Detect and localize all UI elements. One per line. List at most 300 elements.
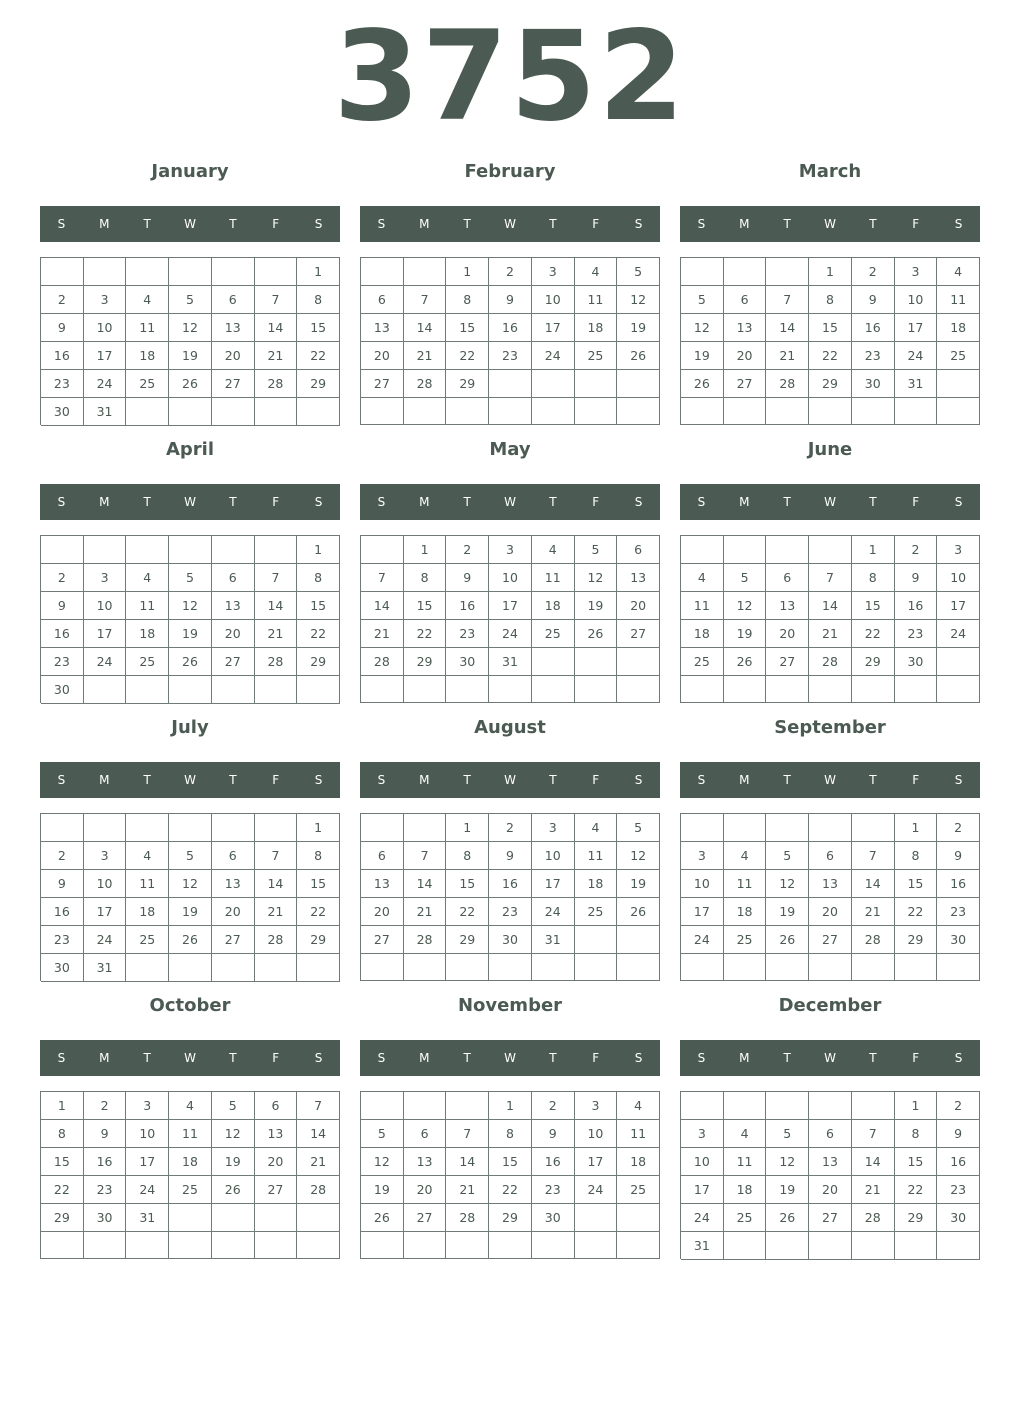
day-grid xyxy=(680,535,980,703)
day-cell: 6 xyxy=(212,842,255,870)
day-cell: 15 xyxy=(41,1148,84,1176)
day-cell: 2 xyxy=(41,564,84,592)
day-cell: 10 xyxy=(126,1120,169,1148)
day-cell: 17 xyxy=(681,1176,724,1204)
month-title: October xyxy=(149,995,231,1016)
empty-day-cell xyxy=(297,398,340,426)
day-cell: 20 xyxy=(809,898,852,926)
day-cell: 9 xyxy=(895,564,938,592)
day-cell: 18 xyxy=(126,620,169,648)
day-cell: 9 xyxy=(41,592,84,620)
day-cell: 23 xyxy=(489,898,532,926)
day-cell: 13 xyxy=(617,564,660,592)
day-cell: 21 xyxy=(255,342,298,370)
day-cell: 25 xyxy=(617,1176,660,1204)
day-cell: 13 xyxy=(809,870,852,898)
empty-day-cell xyxy=(255,1232,298,1259)
weekday-label: F xyxy=(592,495,600,509)
day-cell: 10 xyxy=(84,870,127,898)
day-cell: 10 xyxy=(84,314,127,342)
day-cell: 27 xyxy=(809,926,852,954)
weekday-label: T xyxy=(229,217,237,231)
day-cell: 28 xyxy=(809,648,852,676)
empty-day-cell xyxy=(681,1092,724,1120)
weekday-label: W xyxy=(824,495,836,509)
day-cell: 1 xyxy=(895,1092,938,1120)
day-cell: 24 xyxy=(532,342,575,370)
weekday-label: T xyxy=(463,773,471,787)
day-cell: 12 xyxy=(681,314,724,342)
day-cell: 30 xyxy=(852,370,895,398)
empty-day-cell xyxy=(575,676,618,703)
weekday-label: M xyxy=(419,217,430,231)
day-cell: 3 xyxy=(681,842,724,870)
day-cell: 22 xyxy=(404,620,447,648)
empty-day-cell xyxy=(169,676,212,704)
day-cell: 18 xyxy=(617,1148,660,1176)
empty-day-cell xyxy=(404,676,447,703)
day-cell: 26 xyxy=(212,1176,255,1204)
day-cell: 29 xyxy=(895,1204,938,1232)
weekday-label: S xyxy=(57,495,66,509)
day-cell: 25 xyxy=(575,342,618,370)
day-cell: 17 xyxy=(532,314,575,342)
weekday-label: M xyxy=(99,1051,110,1065)
month-title: November xyxy=(457,995,563,1016)
day-cell: 13 xyxy=(212,870,255,898)
day-cell: 25 xyxy=(681,648,724,676)
weekday-label: S xyxy=(57,773,66,787)
empty-day-cell xyxy=(852,814,895,842)
day-cell: 8 xyxy=(404,564,447,592)
day-cell: 27 xyxy=(212,648,255,676)
day-cell: 25 xyxy=(724,1204,767,1232)
empty-day-cell xyxy=(212,1204,255,1232)
day-cell: 5 xyxy=(766,842,809,870)
empty-day-cell xyxy=(404,258,447,286)
empty-day-cell xyxy=(766,1092,809,1120)
day-cell: 25 xyxy=(575,898,618,926)
day-cell: 4 xyxy=(126,842,169,870)
day-cell: 16 xyxy=(84,1148,127,1176)
empty-day-cell xyxy=(809,1092,852,1120)
weekday-label: S xyxy=(954,773,963,787)
day-cell: 16 xyxy=(489,870,532,898)
weekday-label: F xyxy=(272,495,280,509)
weekday-header xyxy=(40,484,340,520)
day-cell: 17 xyxy=(681,898,724,926)
weekday-label: T xyxy=(869,217,877,231)
empty-day-cell xyxy=(575,648,618,676)
day-cell: 30 xyxy=(937,926,980,954)
day-cell: 23 xyxy=(41,648,84,676)
day-cell: 5 xyxy=(766,1120,809,1148)
day-cell: 9 xyxy=(84,1120,127,1148)
weekday-label: F xyxy=(912,217,920,231)
empty-day-cell xyxy=(809,676,852,703)
day-cell: 3 xyxy=(937,536,980,564)
day-cell: 8 xyxy=(446,842,489,870)
day-cell: 27 xyxy=(404,1204,447,1232)
day-cell: 23 xyxy=(532,1176,575,1204)
day-cell: 28 xyxy=(361,648,404,676)
day-cell: 9 xyxy=(532,1120,575,1148)
empty-day-cell xyxy=(361,398,404,425)
day-cell: 12 xyxy=(169,592,212,620)
day-cell: 28 xyxy=(852,926,895,954)
day-cell: 15 xyxy=(852,592,895,620)
empty-day-cell xyxy=(575,370,618,398)
weekday-label: M xyxy=(99,495,110,509)
day-cell: 15 xyxy=(297,314,340,342)
day-cell: 9 xyxy=(41,870,84,898)
day-cell: 16 xyxy=(937,870,980,898)
empty-day-cell xyxy=(766,814,809,842)
day-cell: 24 xyxy=(895,342,938,370)
day-cell: 8 xyxy=(852,564,895,592)
day-grid xyxy=(40,813,340,981)
day-cell: 11 xyxy=(126,314,169,342)
weekday-label: S xyxy=(954,1051,963,1065)
empty-day-cell xyxy=(532,648,575,676)
day-cell: 1 xyxy=(297,258,340,286)
day-cell: 4 xyxy=(724,1120,767,1148)
day-cell: 31 xyxy=(84,954,127,982)
empty-day-cell xyxy=(895,676,938,703)
day-cell: 22 xyxy=(297,898,340,926)
day-cell: 15 xyxy=(446,870,489,898)
day-cell: 21 xyxy=(255,620,298,648)
day-cell: 20 xyxy=(724,342,767,370)
day-cell: 3 xyxy=(532,814,575,842)
day-cell: 8 xyxy=(895,1120,938,1148)
day-cell: 28 xyxy=(852,1204,895,1232)
day-cell: 7 xyxy=(297,1092,340,1120)
day-cell: 20 xyxy=(766,620,809,648)
empty-day-cell xyxy=(404,1092,447,1120)
day-cell: 5 xyxy=(169,842,212,870)
day-cell: 21 xyxy=(852,1176,895,1204)
day-cell: 5 xyxy=(681,286,724,314)
day-cell: 26 xyxy=(169,926,212,954)
day-cell: 27 xyxy=(361,370,404,398)
day-cell: 17 xyxy=(489,592,532,620)
day-cell: 7 xyxy=(852,1120,895,1148)
day-cell: 2 xyxy=(895,536,938,564)
day-cell: 30 xyxy=(41,398,84,426)
day-cell: 5 xyxy=(212,1092,255,1120)
day-cell: 11 xyxy=(724,870,767,898)
weekday-header xyxy=(360,206,660,242)
day-cell: 2 xyxy=(937,814,980,842)
day-cell: 6 xyxy=(809,842,852,870)
day-cell: 22 xyxy=(852,620,895,648)
day-cell: 8 xyxy=(489,1120,532,1148)
day-cell: 2 xyxy=(937,1092,980,1120)
empty-day-cell xyxy=(212,398,255,426)
empty-day-cell xyxy=(681,258,724,286)
day-cell: 7 xyxy=(766,286,809,314)
empty-day-cell xyxy=(681,954,724,981)
empty-day-cell xyxy=(404,814,447,842)
weekday-label: T xyxy=(783,217,791,231)
weekday-label: T xyxy=(229,1051,237,1065)
day-cell: 4 xyxy=(681,564,724,592)
empty-day-cell xyxy=(852,398,895,425)
day-cell: 29 xyxy=(41,1204,84,1232)
day-cell: 22 xyxy=(297,620,340,648)
weekday-label: W xyxy=(504,217,516,231)
day-cell: 27 xyxy=(766,648,809,676)
weekday-label: S xyxy=(634,1051,643,1065)
empty-day-cell xyxy=(809,814,852,842)
month-title: March xyxy=(798,161,862,182)
empty-day-cell xyxy=(126,676,169,704)
empty-day-cell xyxy=(575,1232,618,1259)
empty-day-cell xyxy=(617,1232,660,1259)
day-cell: 26 xyxy=(575,620,618,648)
day-cell: 23 xyxy=(41,370,84,398)
month-title: January xyxy=(151,161,229,182)
day-cell: 18 xyxy=(724,898,767,926)
empty-day-cell xyxy=(212,676,255,704)
day-cell: 6 xyxy=(212,564,255,592)
day-cell: 24 xyxy=(937,620,980,648)
weekday-label: T xyxy=(143,773,151,787)
weekday-label: S xyxy=(57,217,66,231)
day-grid xyxy=(360,813,660,981)
weekday-label: T xyxy=(549,217,557,231)
day-cell: 2 xyxy=(446,536,489,564)
day-cell: 25 xyxy=(724,926,767,954)
weekday-header xyxy=(360,1040,660,1076)
day-cell: 10 xyxy=(84,592,127,620)
empty-day-cell xyxy=(532,1232,575,1259)
day-cell: 4 xyxy=(937,258,980,286)
weekday-label: S xyxy=(697,495,706,509)
empty-day-cell xyxy=(404,398,447,425)
day-cell: 11 xyxy=(575,286,618,314)
day-cell: 17 xyxy=(532,870,575,898)
day-cell: 29 xyxy=(809,370,852,398)
weekday-header xyxy=(40,1040,340,1076)
day-cell: 1 xyxy=(446,814,489,842)
day-cell: 13 xyxy=(766,592,809,620)
day-cell: 1 xyxy=(404,536,447,564)
day-cell: 23 xyxy=(84,1176,127,1204)
empty-day-cell xyxy=(41,536,84,564)
day-cell: 19 xyxy=(575,592,618,620)
day-cell: 20 xyxy=(212,898,255,926)
day-cell: 1 xyxy=(895,814,938,842)
empty-day-cell xyxy=(575,398,618,425)
day-cell: 20 xyxy=(361,898,404,926)
day-cell: 11 xyxy=(532,564,575,592)
weekday-label: S xyxy=(377,495,386,509)
empty-day-cell xyxy=(724,398,767,425)
empty-day-cell xyxy=(724,1232,767,1260)
day-cell: 1 xyxy=(297,536,340,564)
day-cell: 27 xyxy=(212,370,255,398)
empty-day-cell xyxy=(169,536,212,564)
day-cell: 14 xyxy=(255,870,298,898)
day-cell: 26 xyxy=(681,370,724,398)
day-cell: 3 xyxy=(681,1120,724,1148)
day-cell: 6 xyxy=(617,536,660,564)
empty-day-cell xyxy=(809,954,852,981)
weekday-label: W xyxy=(504,1051,516,1065)
day-cell: 16 xyxy=(532,1148,575,1176)
empty-day-cell xyxy=(766,1232,809,1260)
empty-day-cell xyxy=(404,1232,447,1259)
empty-day-cell xyxy=(212,536,255,564)
day-cell: 15 xyxy=(404,592,447,620)
weekday-header xyxy=(40,762,340,798)
weekday-label: S xyxy=(954,495,963,509)
day-cell: 22 xyxy=(446,342,489,370)
day-cell: 18 xyxy=(575,314,618,342)
day-cell: 11 xyxy=(681,592,724,620)
day-cell: 13 xyxy=(212,592,255,620)
day-cell: 12 xyxy=(766,870,809,898)
day-cell: 19 xyxy=(361,1176,404,1204)
empty-day-cell xyxy=(212,814,255,842)
empty-day-cell xyxy=(895,1232,938,1260)
day-cell: 30 xyxy=(895,648,938,676)
weekday-label: T xyxy=(229,495,237,509)
day-cell: 12 xyxy=(169,314,212,342)
empty-day-cell xyxy=(766,954,809,981)
weekday-label: T xyxy=(783,495,791,509)
month-title: April xyxy=(165,439,215,460)
weekday-label: S xyxy=(314,1051,323,1065)
day-cell: 27 xyxy=(809,1204,852,1232)
weekday-label: T xyxy=(783,1051,791,1065)
weekday-label: W xyxy=(184,1051,196,1065)
empty-day-cell xyxy=(532,954,575,981)
day-cell: 10 xyxy=(895,286,938,314)
day-cell: 21 xyxy=(852,898,895,926)
day-cell: 19 xyxy=(617,870,660,898)
day-cell: 30 xyxy=(489,926,532,954)
empty-day-cell xyxy=(937,648,980,676)
day-cell: 29 xyxy=(446,370,489,398)
day-cell: 27 xyxy=(255,1176,298,1204)
empty-day-cell xyxy=(212,258,255,286)
weekday-header xyxy=(40,206,340,242)
day-cell: 8 xyxy=(809,286,852,314)
empty-day-cell xyxy=(446,1232,489,1259)
day-cell: 14 xyxy=(809,592,852,620)
day-cell: 24 xyxy=(84,370,127,398)
day-cell: 31 xyxy=(895,370,938,398)
month-title: August xyxy=(474,717,546,738)
day-cell: 11 xyxy=(724,1148,767,1176)
day-cell: 24 xyxy=(84,648,127,676)
empty-day-cell xyxy=(361,676,404,703)
day-cell: 26 xyxy=(361,1204,404,1232)
day-cell: 26 xyxy=(766,926,809,954)
day-cell: 11 xyxy=(126,592,169,620)
day-cell: 13 xyxy=(724,314,767,342)
day-cell: 22 xyxy=(446,898,489,926)
weekday-label: F xyxy=(272,1051,280,1065)
empty-day-cell xyxy=(446,676,489,703)
day-cell: 6 xyxy=(404,1120,447,1148)
weekday-label: S xyxy=(634,495,643,509)
day-cell: 11 xyxy=(169,1120,212,1148)
weekday-label: S xyxy=(314,773,323,787)
day-cell: 21 xyxy=(446,1176,489,1204)
weekday-header xyxy=(360,484,660,520)
empty-day-cell xyxy=(809,398,852,425)
day-cell: 8 xyxy=(895,842,938,870)
day-cell: 14 xyxy=(766,314,809,342)
empty-day-cell xyxy=(255,814,298,842)
day-cell: 29 xyxy=(297,926,340,954)
day-cell: 21 xyxy=(404,898,447,926)
day-cell: 21 xyxy=(255,898,298,926)
day-cell: 3 xyxy=(84,842,127,870)
month-title: May xyxy=(489,439,531,460)
day-cell: 4 xyxy=(126,564,169,592)
day-cell: 12 xyxy=(169,870,212,898)
empty-day-cell xyxy=(809,1232,852,1260)
empty-day-cell xyxy=(297,954,340,982)
empty-day-cell xyxy=(255,1204,298,1232)
day-cell: 12 xyxy=(766,1148,809,1176)
day-cell: 16 xyxy=(446,592,489,620)
day-cell: 25 xyxy=(126,926,169,954)
day-cell: 19 xyxy=(766,1176,809,1204)
empty-day-cell xyxy=(724,814,767,842)
day-cell: 18 xyxy=(681,620,724,648)
day-cell: 11 xyxy=(575,842,618,870)
weekday-label: T xyxy=(549,773,557,787)
day-cell: 9 xyxy=(446,564,489,592)
day-cell: 27 xyxy=(361,926,404,954)
day-grid xyxy=(680,1091,980,1259)
weekday-label: F xyxy=(592,773,600,787)
weekday-label: W xyxy=(184,217,196,231)
day-cell: 12 xyxy=(724,592,767,620)
day-cell: 7 xyxy=(809,564,852,592)
empty-day-cell xyxy=(681,398,724,425)
day-cell: 6 xyxy=(724,286,767,314)
empty-day-cell xyxy=(169,258,212,286)
weekday-label: W xyxy=(184,773,196,787)
day-cell: 23 xyxy=(937,898,980,926)
weekday-header xyxy=(680,206,980,242)
empty-day-cell xyxy=(937,676,980,703)
day-cell: 18 xyxy=(724,1176,767,1204)
day-cell: 19 xyxy=(212,1148,255,1176)
day-cell: 4 xyxy=(169,1092,212,1120)
day-cell: 24 xyxy=(84,926,127,954)
day-cell: 6 xyxy=(361,842,404,870)
day-cell: 20 xyxy=(809,1176,852,1204)
empty-day-cell xyxy=(532,398,575,425)
day-cell: 9 xyxy=(41,314,84,342)
day-cell: 29 xyxy=(404,648,447,676)
empty-day-cell xyxy=(575,1204,618,1232)
year-title: 3752 xyxy=(333,5,687,149)
empty-day-cell xyxy=(617,398,660,425)
empty-day-cell xyxy=(84,1232,127,1259)
day-cell: 2 xyxy=(489,258,532,286)
day-cell: 8 xyxy=(297,286,340,314)
day-cell: 31 xyxy=(681,1232,724,1260)
